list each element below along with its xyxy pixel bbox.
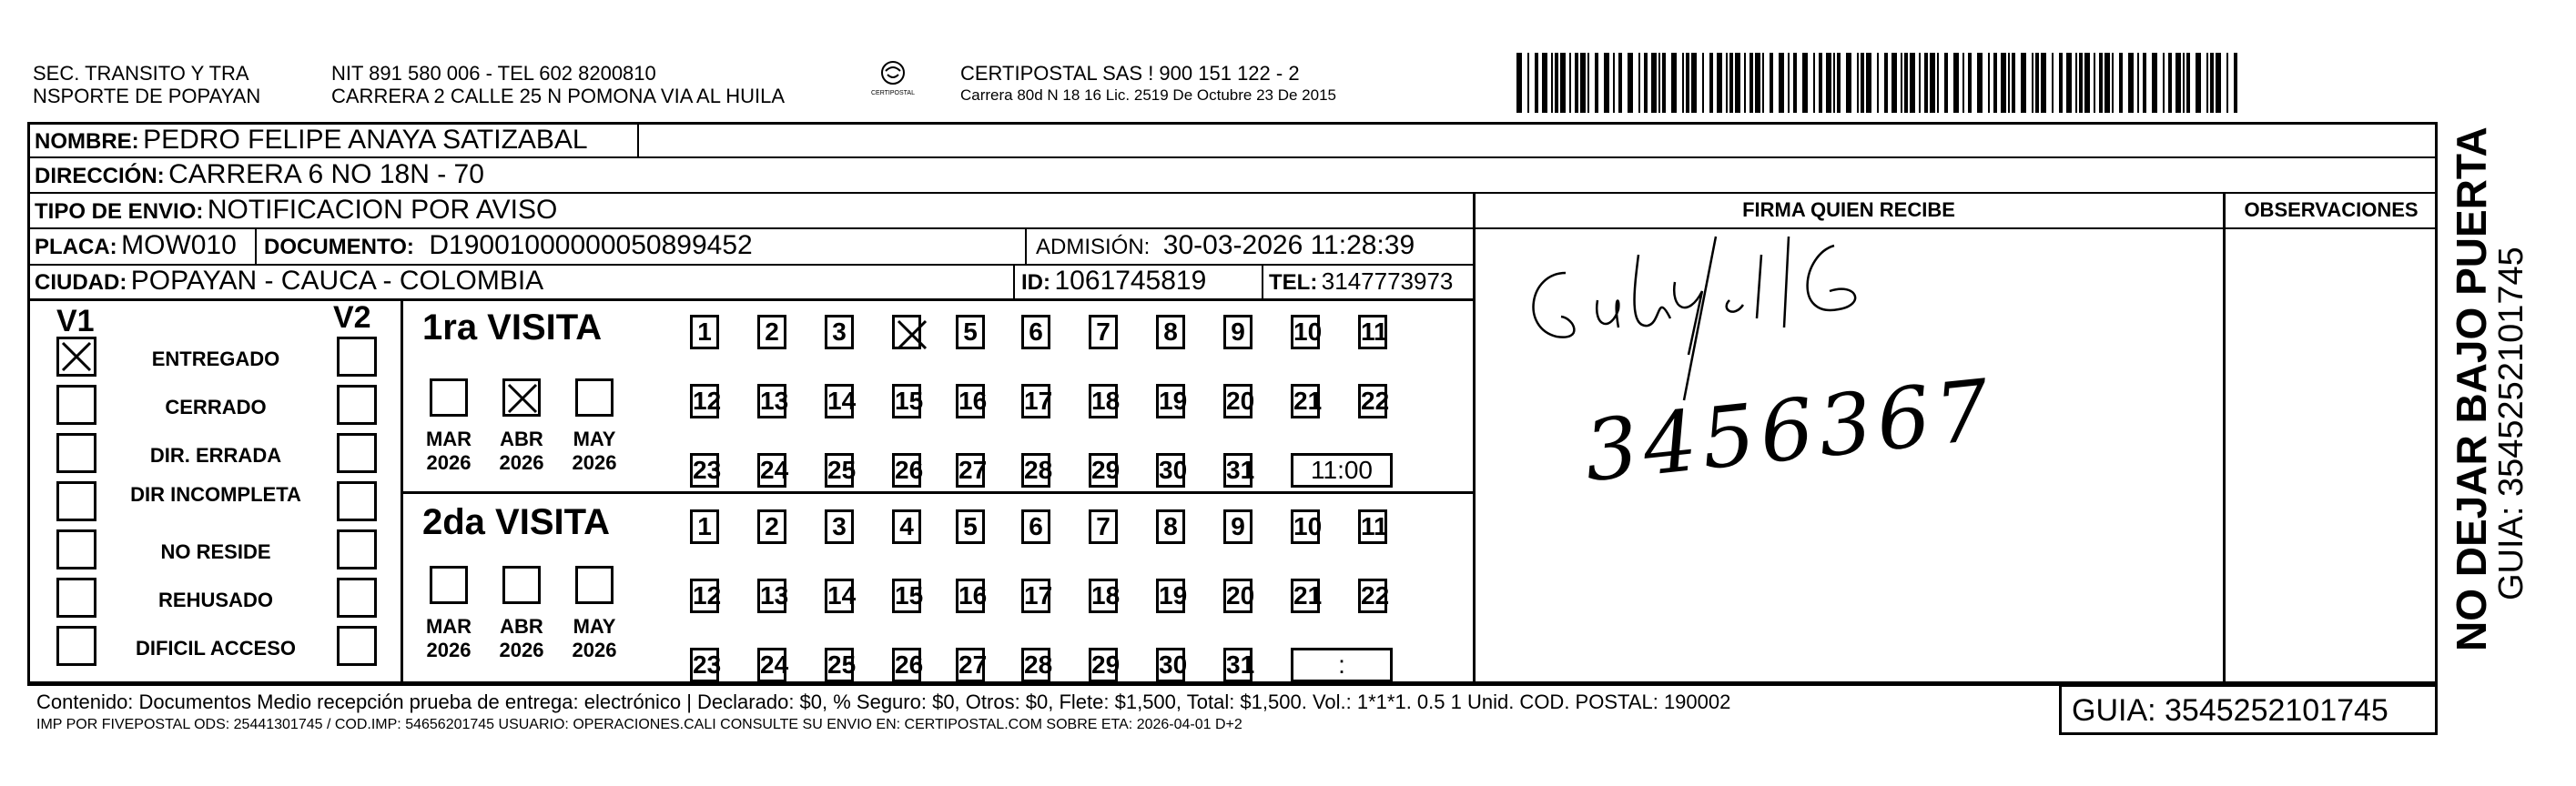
day-box[interactable]: 2	[757, 509, 786, 544]
barcode-bar	[1953, 53, 1959, 113]
barcode-bar	[1968, 53, 1972, 113]
barcode-bar	[1542, 53, 1547, 113]
barcode-bar	[1904, 53, 1908, 113]
barcode-bar	[1762, 53, 1764, 113]
v2-checkbox[interactable]	[337, 578, 377, 618]
v2-checkbox[interactable]	[337, 385, 377, 425]
v1-checkbox[interactable]	[56, 433, 96, 473]
barcode-bar	[1884, 53, 1888, 113]
nombre-row	[35, 125, 588, 156]
day-box[interactable]: 22	[1358, 384, 1387, 418]
day-box[interactable]: 9	[1223, 315, 1253, 349]
col-line	[1473, 193, 1476, 685]
day-box[interactable]: 14	[825, 384, 854, 418]
day-box[interactable]: 24	[757, 453, 786, 488]
day-box[interactable]: 18	[1089, 384, 1118, 418]
day-box[interactable]: 27	[956, 453, 985, 488]
barcode-bar	[2104, 53, 2110, 113]
barcode-bar	[2099, 53, 2103, 113]
barcode-bar	[2206, 53, 2208, 113]
barcode-bar	[1671, 53, 1677, 113]
x-mark-icon	[895, 317, 929, 352]
col-line	[1013, 264, 1015, 299]
barcode-bar	[2094, 53, 2095, 113]
day-box[interactable]: 29	[1089, 453, 1118, 488]
documento-label: DOCUMENTO:	[264, 235, 414, 259]
barcode-bar	[1628, 53, 1633, 113]
tipo-row	[35, 195, 557, 226]
day-box[interactable]: 16	[956, 384, 985, 418]
barcode-bar	[2168, 53, 2172, 113]
barcode-bar	[1726, 53, 1728, 113]
documento-value: D19001000000050899452	[429, 230, 753, 260]
barcode-bar	[2008, 53, 2010, 113]
time-box[interactable]: 11:00	[1291, 453, 1393, 488]
barcode-bar	[2152, 53, 2157, 113]
day-box[interactable]: 2	[757, 315, 786, 349]
nombre-value: PEDRO FELIPE ANAYA SATIZABAL	[143, 125, 588, 155]
barcode	[1516, 53, 2245, 113]
barcode-bar	[2075, 53, 2077, 113]
barcode-bar	[1833, 53, 1835, 113]
day-box[interactable]: 22	[1358, 579, 1387, 613]
barcode-bar	[2112, 53, 2114, 113]
day-box[interactable]: 16	[956, 579, 985, 613]
day-box[interactable]: 3	[825, 509, 854, 544]
day-box[interactable]: 29	[1089, 648, 1118, 682]
day-box[interactable]: 17	[1021, 384, 1050, 418]
barcode-bar	[1993, 53, 1997, 113]
id-row	[1021, 266, 1206, 297]
barcode-bar	[1944, 53, 1948, 113]
barcode-bar	[1866, 53, 1871, 113]
day-box[interactable]: 20	[1223, 579, 1253, 613]
v1-checkbox[interactable]	[56, 481, 96, 521]
barcode-bar	[1580, 53, 1586, 113]
v1-label: V1	[56, 304, 95, 338]
day-box[interactable]: 31	[1223, 453, 1253, 488]
row-line	[27, 192, 2438, 194]
month-label: ABR 2026	[499, 428, 544, 474]
barcode-bar	[1919, 53, 1921, 113]
option-label: CERRADO	[165, 396, 267, 418]
v2-checkbox[interactable]	[337, 337, 377, 377]
month-checkbox[interactable]	[502, 566, 541, 604]
barcode-bar	[1891, 53, 1897, 113]
ciudad-row	[35, 266, 543, 297]
direccion-label: DIRECCIÓN:	[35, 164, 165, 188]
v2-checkbox[interactable]	[337, 626, 377, 666]
barcode-bar	[2032, 53, 2033, 113]
day-box[interactable]: 11	[1358, 509, 1387, 544]
company-line: CERTIPOSTAL SAS ! 900 151 122 - 2	[960, 62, 1300, 85]
day-box[interactable]: 31	[1223, 648, 1253, 682]
col-line	[637, 122, 639, 157]
day-box[interactable]: 26	[892, 453, 921, 488]
placa-label: PLACA:	[35, 235, 117, 259]
day-box[interactable]: 10	[1291, 315, 1320, 349]
footer-line-2: IMP POR FIVEPOSTAL ODS: 25441301745 / COD.IMP: 54656201745 USUARIO: OPERACIONES.CALI CONSULTE SU ENVIO EN: CERTIPOSTAL.COM SOBRE ETA: 2026-04-01 D+2	[36, 717, 1242, 732]
company-info	[960, 62, 1336, 106]
barcode-bar	[1755, 53, 1760, 113]
barcode-bar	[1613, 53, 1615, 113]
barcode-bar	[1595, 53, 1598, 113]
day-box[interactable]: 13	[757, 579, 786, 613]
day-box[interactable]: 13	[757, 384, 786, 418]
month-label: MAY 2026	[572, 615, 617, 661]
barcode-bar	[2186, 53, 2190, 113]
day-box[interactable]: 30	[1156, 453, 1185, 488]
nit-line: NIT 891 580 006 - TEL 602 8200810	[331, 62, 656, 85]
barcode-bar	[1587, 53, 1589, 113]
no-dejar-warning: NO DEJAR BAJO PUERTA	[2448, 126, 2495, 651]
month-label: ABR 2026	[499, 615, 544, 661]
barcode-bar	[1793, 53, 1797, 113]
address-line: CARRERA 2 CALLE 25 N POMONA VIA AL HUILA	[331, 85, 786, 107]
barcode-bar	[1861, 53, 1864, 113]
barcode-bar	[2012, 53, 2015, 113]
barcode-bar	[2021, 53, 2026, 113]
nombre-label: NOMBRE:	[35, 129, 139, 154]
barcode-bar	[1651, 53, 1657, 113]
barcode-bar	[1877, 53, 1879, 113]
footer-line-1: Contenido: Documentos Medio recepción prueba de entrega: electrónico | Declarado: $0, % Seguro: $0, Otros: $0, Flete: $1,500, Total: $1,500. Vol.: 1*1*1. 0.5 1 Unid. COD. POSTAL: 190002	[36, 690, 1731, 713]
option-label: DIFICIL ACCESO	[135, 637, 296, 660]
day-box[interactable]: 1	[690, 509, 719, 544]
barcode-bar	[2226, 53, 2228, 113]
barcode-bar	[1744, 53, 1746, 113]
barcode-bar	[2234, 53, 2237, 113]
day-box[interactable]: 15	[892, 384, 921, 418]
documento-row	[264, 230, 753, 261]
barcode-bar	[1575, 53, 1578, 113]
day-box[interactable]: 8	[1156, 315, 1185, 349]
v2-label: V2	[333, 300, 371, 335]
id-value: 1061745819	[1054, 266, 1207, 296]
v2-checkbox[interactable]	[337, 433, 377, 473]
day-box[interactable]: 21	[1291, 384, 1320, 418]
side-guia: GUIA: 3545252101745	[2492, 247, 2530, 600]
signature-number: 3456367	[1579, 360, 2000, 501]
barcode-bar	[2059, 53, 2063, 113]
barcode-bar	[1682, 53, 1684, 113]
barcode-bar	[1535, 53, 1538, 113]
placa-row	[35, 230, 237, 261]
day-box[interactable]: 21	[1291, 579, 1320, 613]
col-line	[255, 227, 257, 264]
x-mark-icon	[505, 381, 540, 416]
col-line	[1025, 227, 1027, 264]
day-box[interactable]: 1	[690, 315, 719, 349]
day-box[interactable]: 8	[1156, 509, 1185, 544]
barcode-bar	[2196, 53, 2201, 113]
barcode-bar	[1516, 53, 1522, 113]
barcode-bar	[1735, 53, 1740, 113]
footer-guia: GUIA: 3545252101745	[2072, 693, 2388, 728]
barcode-bar	[1551, 53, 1553, 113]
v1-checkbox[interactable]	[56, 337, 96, 377]
firma-header: FIRMA QUIEN RECIBE	[1742, 198, 1955, 221]
barcode-bar	[2084, 53, 2090, 113]
month-label: MAR 2026	[425, 428, 472, 474]
barcode-bar	[1709, 53, 1713, 113]
month-checkbox[interactable]	[575, 378, 614, 417]
day-box[interactable]: 7	[1089, 315, 1118, 349]
month-checkbox[interactable]	[575, 566, 614, 604]
day-box[interactable]: 11	[1358, 315, 1387, 349]
option-label: NO RESIDE	[160, 540, 271, 563]
row-line	[27, 156, 2438, 158]
direccion-value: CARRERA 6 NO 18N - 70	[168, 159, 484, 189]
day-box[interactable]: 28	[1021, 453, 1050, 488]
month-checkbox[interactable]	[502, 378, 541, 417]
day-box[interactable]	[892, 315, 921, 349]
barcode-bar	[1569, 53, 1571, 113]
day-box[interactable]: 4	[892, 509, 921, 544]
barcode-bar	[1555, 53, 1558, 113]
tel-value: 3147773973	[1321, 267, 1454, 295]
first-visit-title: 1ra VISITA	[422, 307, 603, 348]
barcode-bar	[1729, 53, 1733, 113]
time-box[interactable]: :	[1291, 648, 1393, 682]
admision-label: ADMISIÓN:	[1036, 235, 1151, 259]
certipostal-logo: CERTIPOSTAL	[863, 60, 923, 100]
col-line	[2223, 193, 2226, 685]
barcode-bar	[1691, 53, 1697, 113]
row-line	[27, 227, 2438, 229]
barcode-bar	[1749, 53, 1753, 113]
company-sub: Carrera 80d N 18 16 Lic. 2519 De Octubre 23 De 2015	[960, 86, 1336, 104]
barcode-bar	[1930, 53, 1935, 113]
day-box[interactable]: 12	[690, 579, 719, 613]
day-box[interactable]: 25	[825, 453, 854, 488]
day-box[interactable]: 5	[956, 509, 985, 544]
row-line	[401, 491, 1475, 494]
day-box[interactable]: 12	[690, 384, 719, 418]
day-box[interactable]: 5	[956, 315, 985, 349]
v1-checkbox[interactable]	[56, 385, 96, 425]
barcode-bar	[1717, 53, 1722, 113]
v1-checkbox[interactable]	[56, 626, 96, 666]
barcode-bar	[1988, 53, 1990, 113]
signature-name	[1511, 218, 1515, 219]
barcode-bar	[2143, 53, 2146, 113]
barcode-bar	[1527, 53, 1529, 113]
barcode-bar	[2001, 53, 2006, 113]
id-label: ID:	[1021, 270, 1050, 295]
barcode-bar	[2052, 53, 2054, 113]
day-box[interactable]: 25	[825, 648, 854, 682]
barcode-bar	[1644, 53, 1648, 113]
second-visit-title: 2da VISITA	[422, 502, 610, 542]
month-checkbox[interactable]	[430, 566, 468, 604]
barcode-bar	[2175, 53, 2181, 113]
sender-line-1: SEC. TRANSITO Y TRA	[33, 62, 249, 85]
month-label: MAR 2026	[425, 615, 472, 661]
day-box[interactable]: 23	[690, 453, 719, 488]
day-box[interactable]: 10	[1291, 509, 1320, 544]
barcode-bar	[2041, 53, 2046, 113]
barcode-bar	[1770, 53, 1773, 113]
barcode-bar	[2079, 53, 2083, 113]
day-box[interactable]: 20	[1223, 384, 1253, 418]
barcode-bar	[1658, 53, 1660, 113]
tipo-label: TIPO DE ENVIO:	[35, 199, 204, 224]
option-label: DIR. ERRADA	[149, 444, 282, 467]
row-line	[2223, 227, 2438, 229]
barcode-bar	[1937, 53, 1939, 113]
tel-label: TEL:	[1269, 270, 1318, 295]
sender-name	[33, 62, 260, 107]
option-label: DIR INCOMPLETA	[130, 483, 301, 506]
day-box[interactable]: 24	[757, 648, 786, 682]
observaciones-header: OBSERVACIONES	[2244, 198, 2419, 221]
x-mark-icon	[59, 339, 94, 374]
day-box[interactable]: 26	[892, 648, 921, 682]
day-box[interactable]: 27	[956, 648, 985, 682]
ciudad-label: CIUDAD:	[35, 270, 127, 295]
barcode-bar	[1638, 53, 1640, 113]
barcode-bar	[1901, 53, 1902, 113]
barcode-bar	[2216, 53, 2221, 113]
footer-content	[36, 690, 2048, 735]
tel-row	[1269, 267, 1453, 296]
signature-area	[1511, 218, 2021, 519]
placa-value: MOW010	[121, 230, 237, 260]
barcode-bar	[1788, 53, 1790, 113]
barcode-bar	[2210, 53, 2214, 113]
day-box[interactable]: 18	[1089, 579, 1118, 613]
day-box[interactable]: 19	[1156, 579, 1185, 613]
logo-icon	[875, 60, 911, 86]
barcode-bar	[2066, 53, 2072, 113]
day-box[interactable]: 19	[1156, 384, 1185, 418]
barcode-bar	[1910, 53, 1915, 113]
v2-checkbox[interactable]	[337, 529, 377, 569]
barcode-bar	[2035, 53, 2039, 113]
day-box[interactable]: 28	[1021, 648, 1050, 682]
barcode-bar	[1702, 53, 1704, 113]
barcode-bar	[1604, 53, 1609, 113]
day-box[interactable]: 23	[690, 648, 719, 682]
barcode-bar	[1779, 53, 1784, 113]
barcode-bar	[1819, 53, 1822, 113]
admision-value: 30-03-2026 11:28:39	[1162, 230, 1415, 260]
barcode-bar	[1686, 53, 1689, 113]
v1-checkbox[interactable]	[56, 529, 96, 569]
barcode-bar	[1662, 53, 1666, 113]
option-label: ENTREGADO	[151, 348, 280, 370]
barcode-bar	[1826, 53, 1831, 113]
barcode-bar	[1560, 53, 1566, 113]
barcode-bar	[1962, 53, 1964, 113]
day-box[interactable]: 6	[1021, 509, 1050, 544]
day-box[interactable]: 30	[1156, 648, 1185, 682]
day-box[interactable]: 7	[1089, 509, 1118, 544]
day-box[interactable]: 6	[1021, 315, 1050, 349]
barcode-bar	[1837, 53, 1841, 113]
barcode-bar	[1977, 53, 1983, 113]
barcode-bar	[2183, 53, 2185, 113]
barcode-bar	[1846, 53, 1851, 113]
direccion-row	[35, 159, 484, 190]
barcode-bar	[1618, 53, 1622, 113]
barcode-bar	[2163, 53, 2165, 113]
barcode-bar	[1857, 53, 1859, 113]
barcode-bar	[1924, 53, 1928, 113]
barcode-bar	[2128, 53, 2134, 113]
day-box[interactable]: 3	[825, 315, 854, 349]
day-box[interactable]: 15	[892, 579, 921, 613]
barcode-bar	[1813, 53, 1815, 113]
ciudad-value: POPAYAN - CAUCA - COLOMBIA	[130, 266, 544, 296]
tipo-value: NOTIFICACION POR AVISO	[207, 195, 558, 225]
day-box[interactable]: 17	[1021, 579, 1050, 613]
sender-line-2: NSPORTE DE POPAYAN	[33, 85, 261, 107]
option-label: REHUSADO	[158, 589, 273, 611]
row-line	[27, 298, 1475, 301]
month-label: MAY 2026	[572, 428, 617, 474]
barcode-bar	[1802, 53, 1808, 113]
col-line	[1262, 264, 1263, 299]
v1-checkbox[interactable]	[56, 578, 96, 618]
barcode-bar	[2137, 53, 2139, 113]
barcode-bar	[2119, 53, 2123, 113]
month-checkbox[interactable]	[430, 378, 468, 417]
day-box[interactable]: 9	[1223, 509, 1253, 544]
admision-row	[1036, 230, 1415, 261]
sender-contact	[331, 62, 785, 107]
v2-checkbox[interactable]	[337, 481, 377, 521]
day-box[interactable]: 14	[825, 579, 854, 613]
